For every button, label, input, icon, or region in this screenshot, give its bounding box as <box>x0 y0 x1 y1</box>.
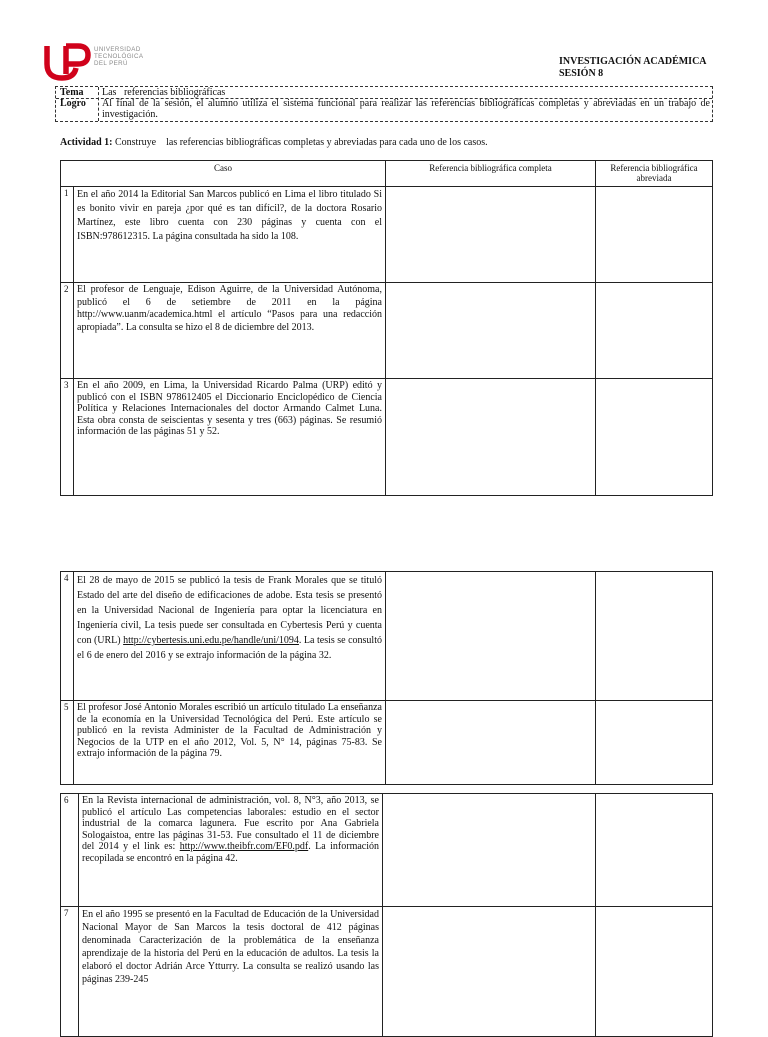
university-name: UNIVERSIDAD TECNOLÓGICA DEL PERÚ <box>94 46 144 67</box>
course-title: INVESTIGACIÓN ACADÉMICA <box>559 56 707 67</box>
table-row <box>61 794 713 907</box>
tema-value: Las referencias bibliográficas <box>102 87 226 98</box>
table-row <box>61 572 713 701</box>
table-header-row <box>61 161 713 187</box>
document-header <box>559 56 707 80</box>
case-url-link[interactable]: http://www.theibfr.com/EF0.pdf <box>179 841 309 852</box>
cases-table-part3 <box>60 793 713 1037</box>
case-text: En el año 2014 la Editorial San Marcos publicó en Lima el libro titulado Si es bonito vivir en pareja ¿por qué es tan difícil?, de la doctora Rosario Martínez, este libro cuenta con 230 páginas y cuenta con el ISBN:978612315. La página consultada ha sido la 108. <box>74 187 386 283</box>
short-reference-cell[interactable] <box>596 283 713 379</box>
case-number: 4 <box>61 572 74 701</box>
complete-reference-cell[interactable] <box>386 283 596 379</box>
complete-reference-cell[interactable] <box>386 379 596 496</box>
case-text: En el año 1995 se presentó en la Facultad de Educación de la Universidad Nacional Mayor de San Marcos la tesis doctoral de 412 páginas denominada Caracterización de la problemática de la enseñanza aprendizaje de la historia del Perú en la educación de adultos. La tesis la elaboró el doctor Adrián Arce Ytturry. La consulta se realizó usando las páginas 239-245 <box>79 907 383 1037</box>
case-text-part: El 28 de mayo de 2015 se publicó la tesis de Frank Morales que se tituló Estado del arte del diseño de edificaciones de adobe. Esta tesis se presentó en la Universidad Nacional de Ingeniería para optar la licenciatura en Ingeniería civil, La tesis puede ser consultada en Cybertesis Perú y cuenta con (URL) <box>77 575 382 646</box>
table-row <box>61 701 713 785</box>
case-text-part: En la Revista internacional de administración, vol. 8, N°3, año 2013, se publicó el artículo Las competencias laborales: estudio en el sector industrial de la comarca lagunera. Fue escrito por Ana Gabriela Sologaistoa, entre las páginas 31-53. Fue consultado el 11 de diciembre del 2014 y el link es: <box>82 795 379 852</box>
short-reference-cell[interactable] <box>596 572 713 701</box>
activity-text: Construye las referencias bibliográficas completas y abreviadas para cada uno de los casos. <box>112 137 488 148</box>
case-text-part: . La tesis se consultó el 6 de enero del 2016 y se extrajo información de la página 32. <box>77 635 382 661</box>
header-complete-reference: Referencia bibliográfica completa <box>386 161 596 187</box>
case-number: 3 <box>61 379 74 496</box>
case-number: 2 <box>61 283 74 379</box>
case-text <box>79 794 383 907</box>
table-row <box>61 283 713 379</box>
activity-label: Actividad 1: <box>60 137 113 148</box>
short-reference-cell[interactable] <box>596 379 713 496</box>
complete-reference-cell[interactable] <box>386 572 596 701</box>
case-text <box>74 572 386 701</box>
case-text: El profesor José Antonio Morales escribió un artículo titulado La enseñanza de la economía en la Universidad Tecnológica del Perú. Este artículo se publicó en la revista Administer de la Facultad de Administración y Negocios de la UTP en el año 2012, Vol. 5, N° 14, páginas 75-83. Se extrajo información de la página 79. <box>74 701 386 785</box>
table-row <box>61 187 713 283</box>
tema-label: Tema <box>60 87 84 98</box>
logro-label: Logro <box>60 98 86 109</box>
complete-reference-cell[interactable] <box>386 187 596 283</box>
case-number: 1 <box>61 187 74 283</box>
activity-instruction <box>60 137 488 148</box>
short-reference-cell[interactable] <box>596 187 713 283</box>
case-text: En el año 2009, en Lima, la Universidad Ricardo Palma (URP) editó y publicó con el ISBN 978612405 el Diccionario Enciclopédico de Ciencia Política y Relaciones Internacionales del doctor Armando Calmet Luna. Esta obra consta de seiscientas y sesenta y tres (663) páginas. Se resumió información de las páginas 51 y 52. <box>74 379 386 496</box>
table-row <box>61 379 713 496</box>
complete-reference-cell[interactable] <box>383 794 596 907</box>
case-url-link[interactable]: http://cybertesis.uni.edu.pe/handle/uni/1094 <box>123 635 299 646</box>
header-caso: Caso <box>61 161 386 187</box>
case-number: 7 <box>61 907 79 1037</box>
table-row <box>61 907 713 1037</box>
short-reference-cell[interactable] <box>596 907 713 1037</box>
case-text-part: . La información recopilada se encontró en la página 42. <box>82 841 380 864</box>
header-short-reference: Referencia bibliográfica abreviada <box>596 161 713 187</box>
complete-reference-cell[interactable] <box>383 907 596 1037</box>
short-reference-cell[interactable] <box>596 794 713 907</box>
tema-logro-box <box>55 86 713 122</box>
case-text: El profesor de Lenguaje, Edison Aguirre, de la Universidad Autónoma, publicó el 6 de setiembre de 2011 en la página http://www.uanm/academica.html el artículo “Pasos para una redacción apropiada”. La consulta se hizo el 8 de diciembre del 2013. <box>74 283 386 379</box>
case-number: 6 <box>61 794 79 907</box>
logro-value: Al final de la sesión, el alumno utiliza el sistema funcional para realizar las referencias bibliográficas completas y abreviadas en un trabajo de investigación. <box>102 98 710 120</box>
complete-reference-cell[interactable] <box>386 701 596 785</box>
cases-table-part1 <box>60 160 713 496</box>
case-number: 5 <box>61 701 74 785</box>
short-reference-cell[interactable] <box>596 701 713 785</box>
session-label: SESIÓN 8 <box>559 68 604 79</box>
cases-table-part2 <box>60 571 713 785</box>
